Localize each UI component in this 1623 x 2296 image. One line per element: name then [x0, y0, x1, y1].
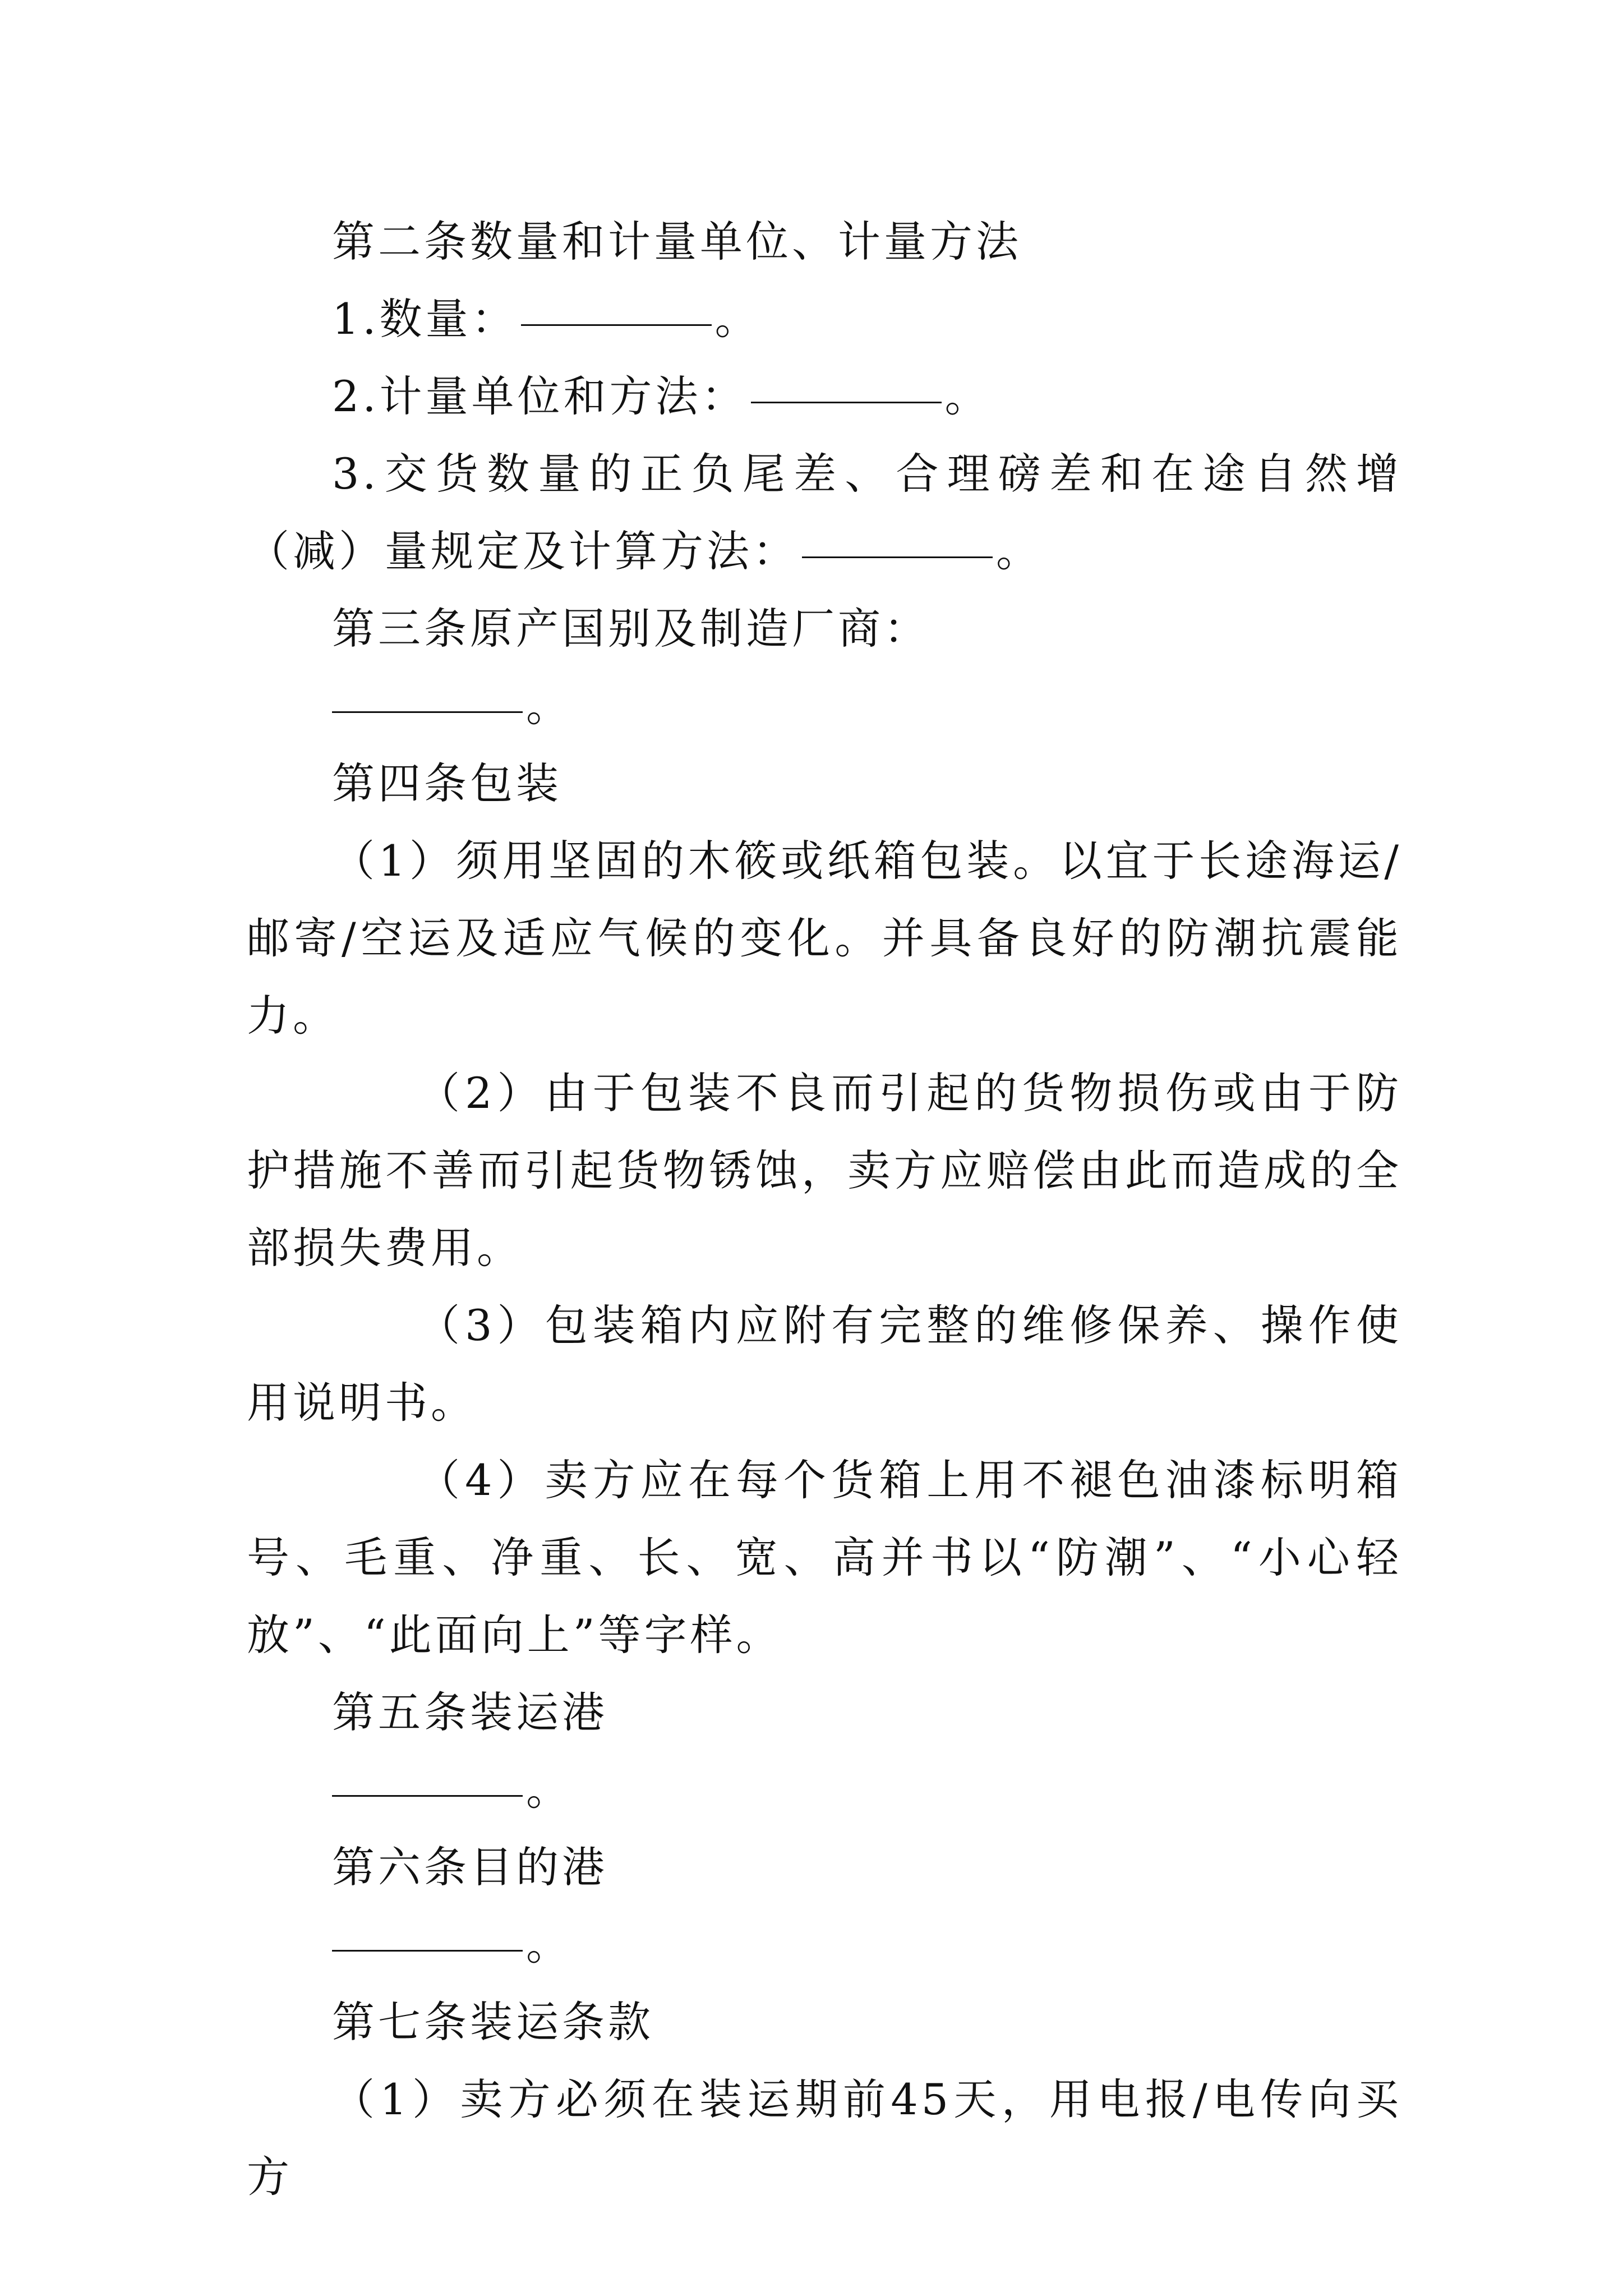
- fill-in-blank[interactable]: [802, 506, 993, 558]
- article-2-title: 第二条数量和计量单位、计量方法: [332, 217, 1022, 266]
- article-3-title: 第三条原产国别及制造厂商：: [332, 604, 930, 654]
- article-5-blank: 。: [332, 1751, 1402, 1829]
- article-2-item-3: 3.交货数量的正负尾差、合理磅差和在途自然增（减）量规定及计算方法： 。: [247, 449, 1402, 576]
- document-body: [247, 203, 1402, 2216]
- article-4-title: 第四条包装: [332, 758, 562, 808]
- article-6-title: 第六条目的港: [332, 1842, 608, 1892]
- fill-in-blank[interactable]: [332, 1745, 523, 1797]
- fill-in-blank[interactable]: [751, 351, 942, 403]
- fill-in-blank[interactable]: [332, 661, 523, 713]
- article-2-item-1: 1.数量： 。: [247, 280, 1402, 358]
- article-3-blank: 。: [332, 668, 1402, 745]
- article-2-item-2: 2.计量单位和方法： 。: [247, 358, 1402, 435]
- article-6-blank: 。: [332, 1906, 1402, 1984]
- article-4-paragraph-1: （1）须用坚固的木筱或纸箱包装。以宜于长途海运/邮寄/空运及适应气候的变化。并具备良好的防潮抗震能力。: [247, 836, 1402, 1041]
- article-4-paragraph-3: （3）包装箱内应附有完整的维修保养、操作使用说明书。: [247, 1300, 1402, 1428]
- article-4-paragraph-4: （4）卖方应在每个货箱上用不褪色油漆标明箱号、毛重、净重、长、宽、高并书以“防潮”、“小心轻放”、“此面向上”等字样。: [247, 1455, 1402, 1660]
- fill-in-blank[interactable]: [521, 274, 712, 326]
- fill-in-blank[interactable]: [332, 1899, 523, 1952]
- article-5-title: 第五条装运港: [332, 1687, 608, 1737]
- article-7-title: 第七条装运条款: [332, 1997, 654, 2047]
- article-7-paragraph-1: （1）卖方必须在装运期前45天，用电报/电传向买方: [247, 2074, 1402, 2202]
- article-4-paragraph-2: （2）由于包装不良而引起的货物损伤或由于防护措施不善而引起货物锈蚀，卖方应赔偿由此而造成的全部损失费用。: [247, 1068, 1402, 1273]
